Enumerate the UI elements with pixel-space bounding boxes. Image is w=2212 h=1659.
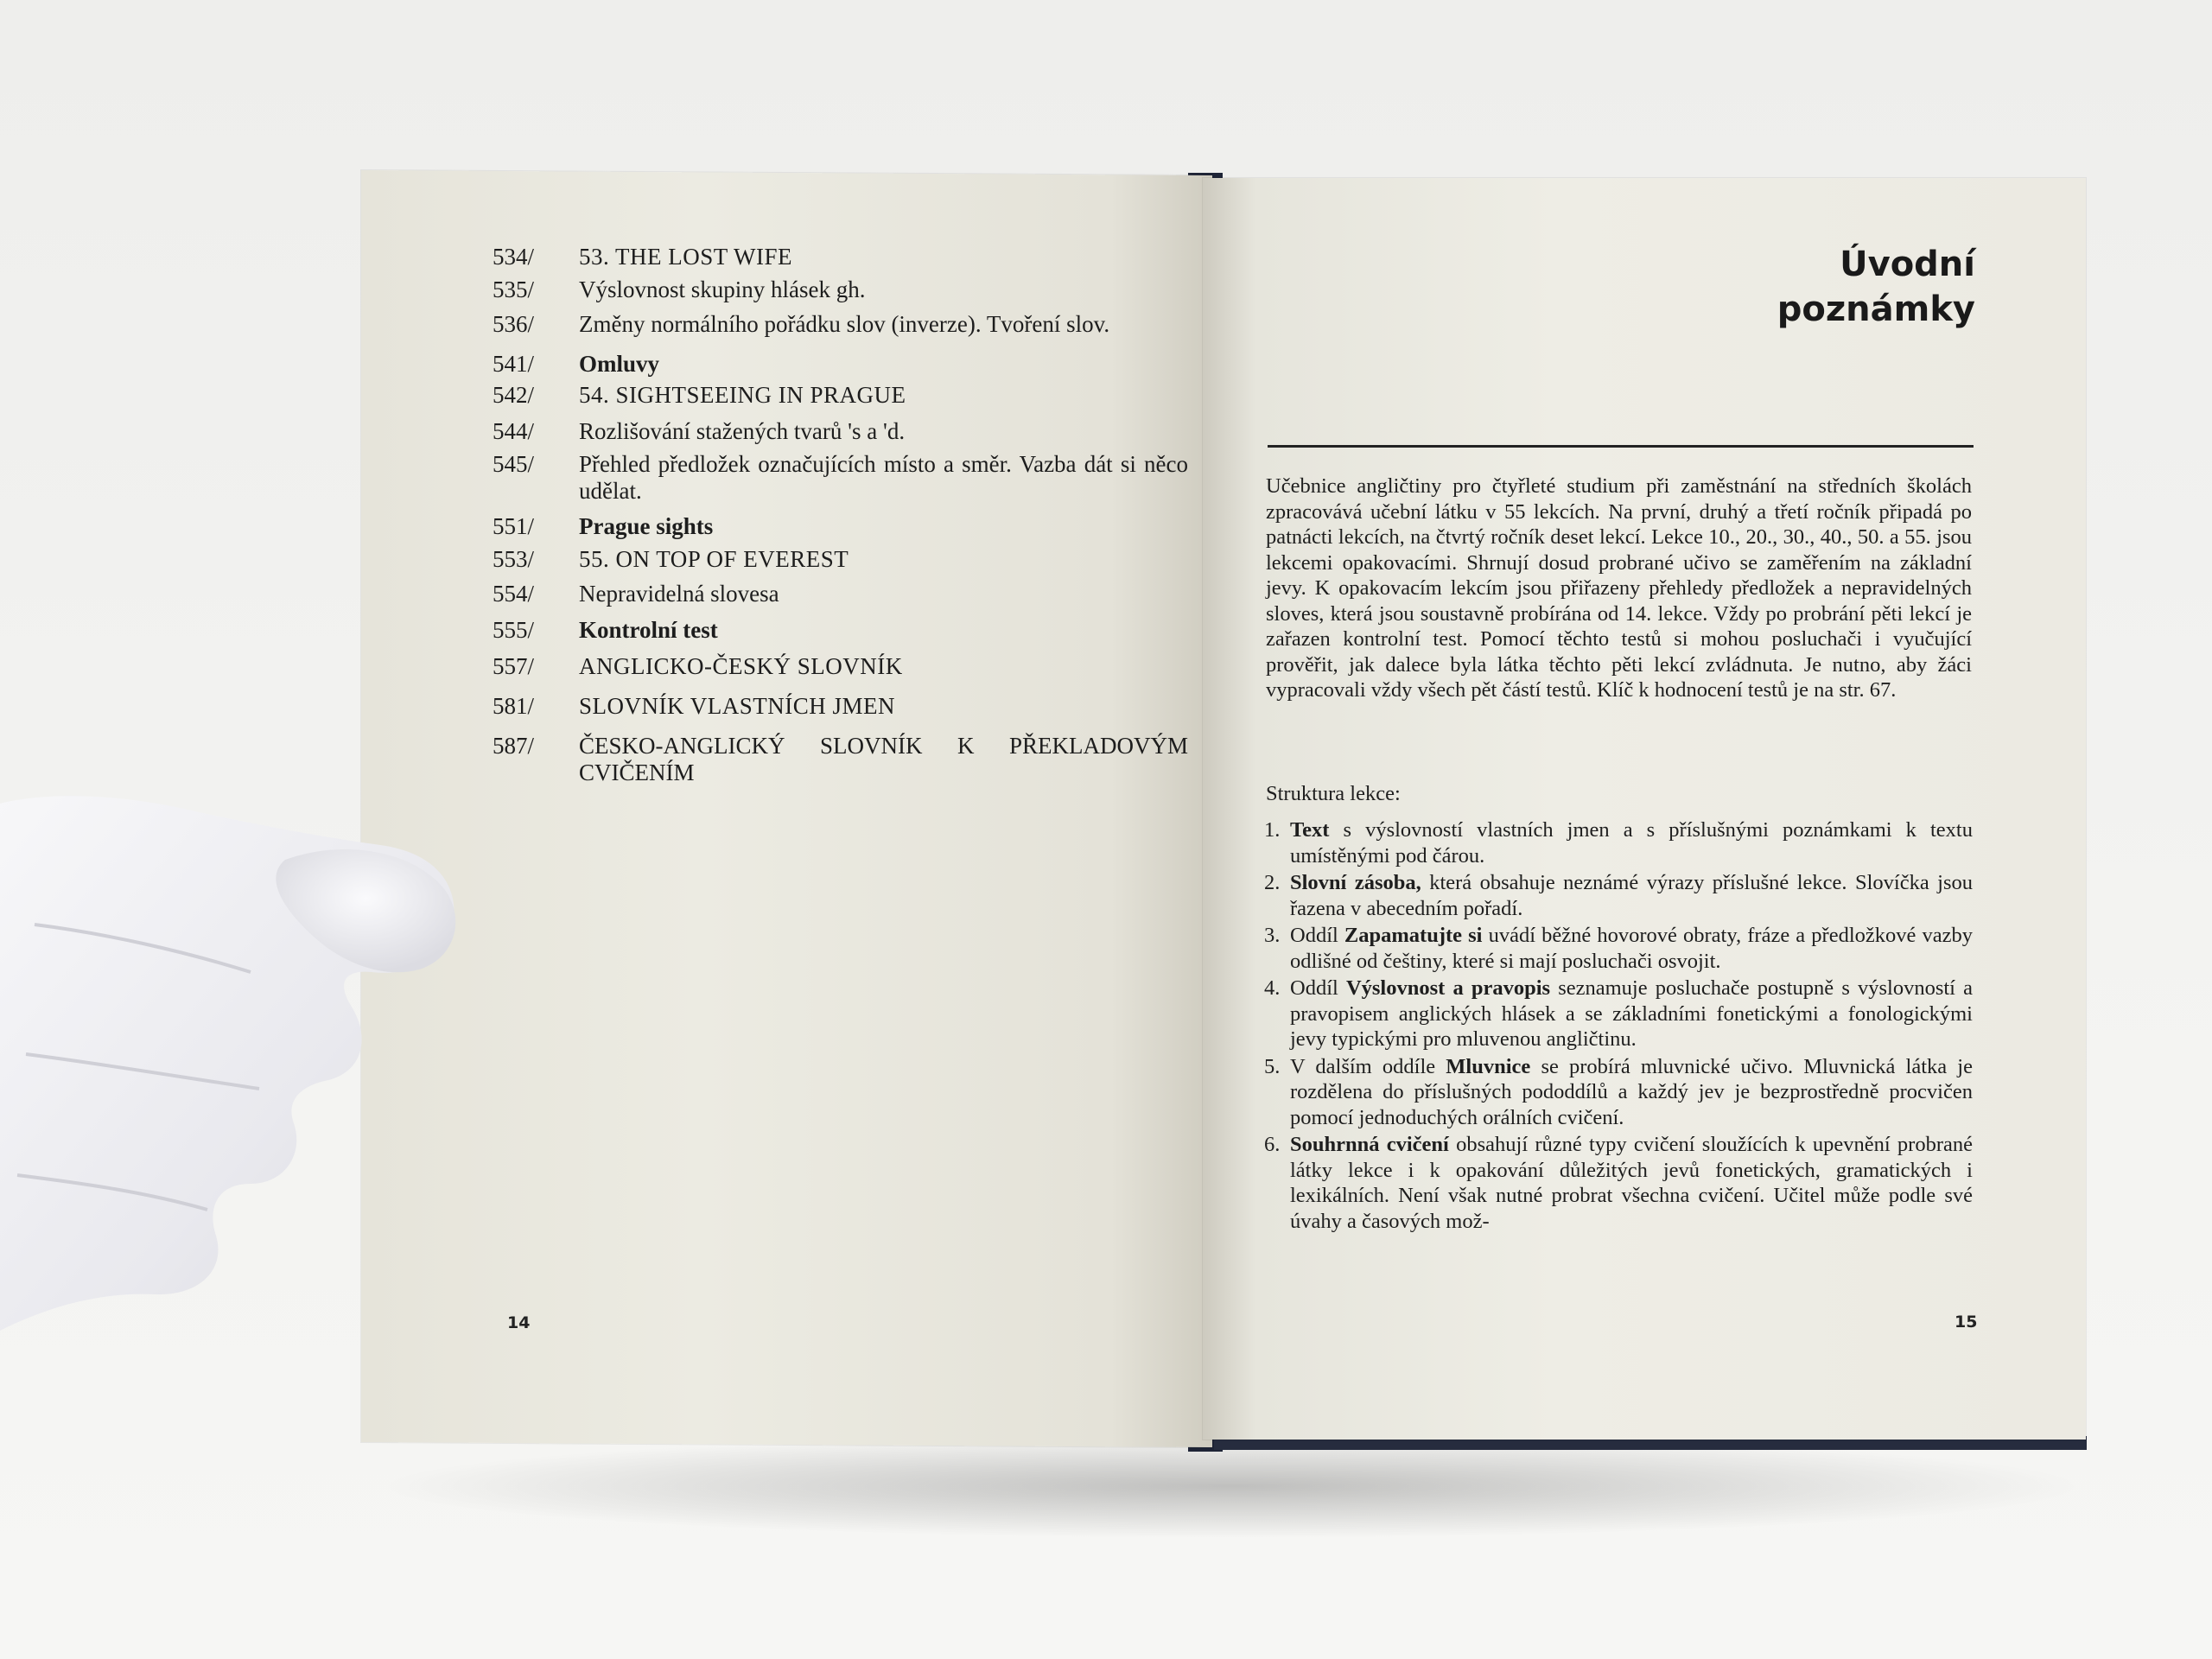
toc-page-ref: 535/ [493,276,535,302]
page-heading [1659,242,1975,332]
structure-item-description: uvádí běžné hovorové obraty, fráze a předložkové vazby odlišné od češtiny, které si mají posluchači osvojit. [1290,924,1973,973]
toc-page-ref: 551/ [493,513,535,539]
structure-item-text [1290,923,1973,974]
toc-entry-text: 54. SIGHTSEEING IN PRAGUE [579,382,906,408]
structure-item-text [1290,976,1973,1052]
toc-page-ref: 542/ [493,382,535,408]
toc-entry-text: Rozlišování stažených tvarů 's a 'd. [579,418,906,444]
toc-entry-text: Omluvy [579,351,660,377]
toc-page-ref: 541/ [493,351,535,377]
toc-page-ref: 536/ [493,311,535,337]
structure-item [1264,870,1973,921]
toc-page-ref: 534/ [493,244,535,270]
toc-page-ref: 557/ [493,653,535,679]
structure-item [1264,1132,1973,1234]
toc-entry-text: 55. ON TOP OF EVEREST [579,546,849,572]
toc-entry-text: Přehled předložek označujících místo a směr. Vazba dát si něco udělat. [579,451,1188,504]
toc-page-ref: 553/ [493,546,535,572]
heading-rule [1268,445,1974,448]
structure-item-number: 4. [1264,976,1281,1000]
right-page [1203,178,2086,1440]
structure-item-number: 6. [1264,1133,1281,1156]
structure-item [1264,817,1973,868]
structure-item-text [1290,1132,1973,1234]
structure-item-number: 3. [1264,924,1281,947]
toc-entry-text: SLOVNÍK VLASTNÍCH JMEN [579,693,896,719]
structure-item-bold-term: Zapamatujte si [1344,924,1483,947]
intro-paragraph [1266,474,1972,703]
structure-item-bold-term: Souhrnná cvičení [1290,1133,1449,1156]
structure-item-bold-term: Text [1290,818,1330,842]
toc-entry-text: Nepravidelná slovesa [579,581,779,607]
structure-item-text [1290,817,1973,868]
structure-item-number: 2. [1264,871,1281,894]
structure-item-bold-term: Mluvnice [1446,1054,1531,1078]
toc-page-ref: 545/ [493,451,535,477]
structure-item-description: s výslovností vlastních jmen a s příslušnými poznámkami k textu umístěnými pod čárou. [1290,818,1973,868]
toc-entry-text: Prague sights [579,513,714,539]
structure-item-prefix: V dalším oddíle [1290,1054,1446,1078]
toc-entry-text: Kontrolní test [579,617,718,643]
structure-item-number: 5. [1264,1054,1281,1078]
toc-entry-text: ANGLICKO-ČESKÝ SLOVNÍK [579,653,903,679]
toc-entry-text: 53. THE LOST WIFE [579,244,793,270]
heading-line-2: poznámky [1777,289,1975,329]
structure-item-prefix: Oddíl [1290,976,1346,1000]
gloved-hand-image [0,778,484,1400]
toc-entry-text: Výslovnost skupiny hlásek gh. [579,276,866,302]
toc-entry-text: ČESKO-ANGLICKÝ SLOVNÍK K PŘEKLADOVÝM CVIČENÍM [579,733,1188,785]
structure-item-text [1290,870,1973,921]
structure-item-prefix: Oddíl [1290,924,1344,947]
structure-item [1264,1054,1973,1131]
toc-page-ref: 555/ [493,617,535,643]
toc-page-ref: 581/ [493,693,535,719]
structure-item-description: obsahují různé typy cvičení sloužících k upevnění probrané látky lekce i k opakování důležitých jevů fonetických, gramatických i lexikálních. Není však nutné probrat všechna cvičení. Učitel může podle své úvahy a časových mož- [1290,1133,1973,1233]
structure-item-description: která obsahuje neznámé výrazy příslušné lekce. Slovíčka jsou řazena v abecedním pořadí. [1290,871,1973,920]
structure-item-description: seznamuje posluchače postupně s výslovností a pravopisem anglických hlásek a se základními fonetickými a fonologickými jevy typickými pro mluvenou angličtinu. [1290,976,1973,1051]
toc-entry-text: Změny normálního pořádku slov (inverze). Tvoření slov. [579,311,1110,337]
structure-item [1264,976,1973,1052]
structure-item-bold-term: Slovní zásoba, [1290,871,1421,894]
heading-line-1: Úvodní [1840,245,1975,284]
page-number-right: 15 [1955,1313,1978,1332]
book-shadow [372,1434,2091,1538]
toc-page-ref: 554/ [493,581,535,607]
structure-item-number: 1. [1264,818,1281,842]
toc-page-ref: 587/ [493,733,535,759]
intro-text: Učebnice angličtiny pro čtyřleté studium při zaměstnání na středních školách zpracovává učební látku v 55 lekcích. Na první, druhý a třetí ročník připadá po patnácti lekcích, na čtvrtý ročník deset lekcí. Lekce 10., 20., 30., 40., 50. a 55. jsou lekcemi opakovacími. Shrnují dosud probrané učivo se zaměřením na základní jevy. K opakovacím lekcím jsou přiřazeny přehledy předložek a nepravidelných sloves, která jsou soustavně probírána od 14. lekce. Vždy po probrání pěti lekcí je zařazen kontrolní test. Pomocí těchto testů si mohou posluchači i vyučující prověřit, jak dalece byla látka těchto pěti lekcí zvládnuta. Je nutno, aby žáci vypracovali vždy všech pět částí testů. Klíč k hodnocení testů je na str. 67. [1266,474,1972,702]
page-number-left: 14 [507,1313,531,1332]
structure-item-description: se probírá mluvnické učivo. Mluvnická látka je rozdělena do příslušných pododdílů a každý jev je bezprostředně procvičen pomocí jednoduchých orálních cvičení. [1290,1054,1973,1129]
structure-list [1264,817,1973,1236]
structure-label: Struktura lekce: [1266,782,1401,805]
structure-item-text [1290,1054,1973,1131]
structure-item [1264,923,1973,974]
structure-item-bold-term: Výslovnost a pravopis [1345,976,1551,1000]
toc-page-ref: 544/ [493,418,535,444]
